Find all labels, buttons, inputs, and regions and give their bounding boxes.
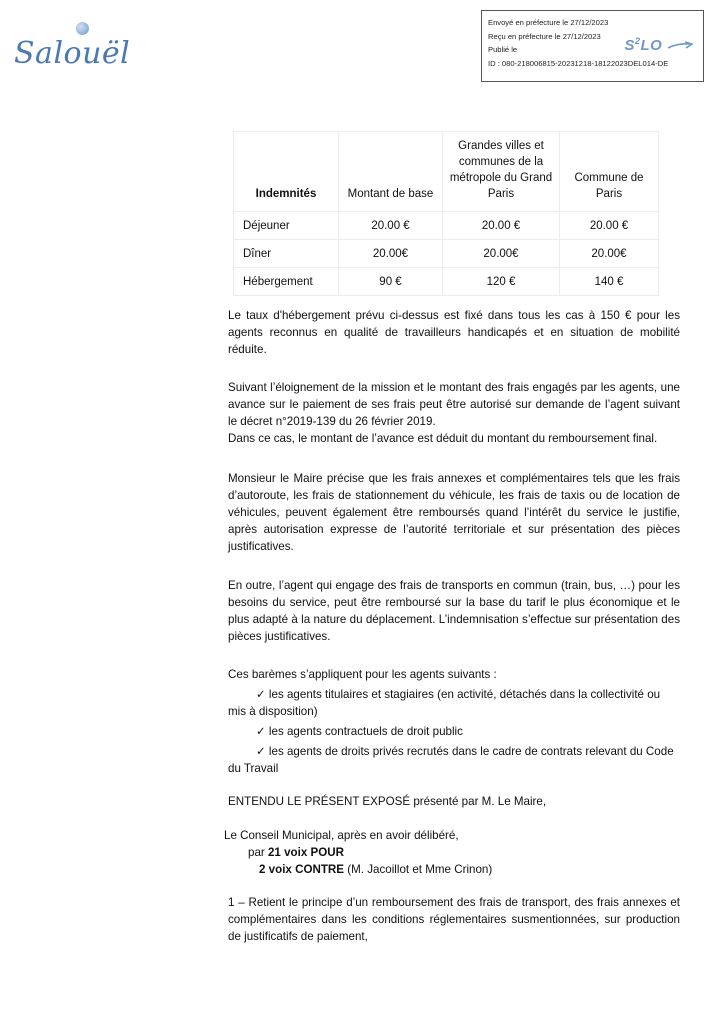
table-cell: 90 € (339, 268, 443, 296)
table-cell: 20.00 € (443, 212, 560, 240)
vote-against: 2 voix CONTRE (M. Jacoillot et Mme Crinon) (259, 863, 493, 876)
stamp-published: Publié le (488, 45, 518, 54)
paragraph-transport: En outre, l’agent qui engage des frais de transports en commun (train, bus, …) pour les besoins du service, peut être remboursé sur la base du tarif le plus économique et le plus adapté à la nature du déplacement. L’indemnisation s’effectue sur présentation des pièces justificatives. (228, 579, 680, 643)
agents-list (228, 666, 680, 777)
table-header: Montant de base (339, 132, 443, 212)
list-item: ✓ les agents contractuels de droit public (256, 725, 463, 738)
indemnities-table (233, 131, 659, 296)
stamp-received: Reçu en préfecture le 27/12/2023 (488, 31, 601, 41)
table-cell: Hébergement (234, 268, 339, 296)
stamp-id: ID : 080-218006815-20231218-18122023DEL014-DE (488, 58, 669, 68)
salouel-logo (14, 22, 144, 78)
paragraph-decision-1: 1 – Retient le principe d’un remboursement des frais de transport, des frais annexes et complémentaires dans les conditions réglementaires susmentionnées, sur production de justificatifs de paiement, (228, 896, 680, 943)
table-header: Indemnités (234, 132, 339, 212)
table-cell: Dîner (234, 240, 339, 268)
table-cell: 140 € (560, 268, 659, 296)
list-item-continued: du Travail (228, 762, 279, 775)
paragraph-accommodation-rate: Le taux d'hébergement prévu ci-dessus est fixé dans tous les cas à 150 € pour les agents reconnus en qualité de travailleurs handicapés et en situation de mobilité réduite. (228, 309, 680, 356)
table-row (234, 268, 659, 296)
table-cell: 20.00 € (560, 212, 659, 240)
agents-list-intro: Ces barèmes s’appliquent pour les agents suivants : (228, 668, 497, 681)
list-item: ✓ les agents de droits privés recrutés dans le cadre de contrats relevant du Code (256, 745, 674, 758)
table-cell: 20.00€ (443, 240, 560, 268)
table-row (234, 240, 659, 268)
table-header: Grandes villes et communes de la métropole du Grand Paris (443, 132, 560, 212)
table-cell: 20.00 € (339, 212, 443, 240)
list-item: ✓ les agents titulaires et stagiaires (en activité, détachés dans la collectivité ou (256, 688, 661, 701)
table-cell: 20.00€ (339, 240, 443, 268)
entendu-line: ENTENDU LE PRÉSENT EXPOSÉ présenté par M. Le Maire, (228, 795, 547, 808)
table-cell: 20.00€ (560, 240, 659, 268)
list-item-continued: mis à disposition) (228, 705, 318, 718)
arrow-swoosh-icon (667, 41, 693, 51)
table-header-row (234, 132, 659, 212)
paragraph-advance: Suivant l’éloignement de la mission et le montant des frais engagés par les agents, une avance sur le paiement de ses frais peut être autorisé sur demande de l’agent suivant le décret n°2019-139 du 26 février 2019. Dans ce cas, le montant de l’avance est déduit du montant du remboursement final. (228, 381, 680, 445)
vote-for: par 21 voix POUR (248, 846, 345, 859)
stamp-sent: Envoyé en préfecture le 27/12/2023 (488, 18, 609, 27)
prefecture-stamp (481, 10, 704, 82)
logo-text: Salouël (14, 36, 131, 71)
table-cell: Déjeuner (234, 212, 339, 240)
table-cell: 120 € (443, 268, 560, 296)
paragraph-annex-fees: Monsieur le Maire précise que les frais annexes et complémentaires tels que les frais d’autoroute, les frais de stationnement du véhicule, les frais de taxis ou de location de véhicules, peuvent également être remboursés quand l’intérêt du service le justifie, après autorisation expresse de l’autorité territoriale et sur présentation des pièces justificatives. (228, 472, 680, 553)
table-row (234, 212, 659, 240)
council-vote (224, 827, 676, 878)
s2lo-logo: $S^2LO$ (624, 35, 693, 53)
council-line: Le Conseil Municipal, après en avoir délibéré, (224, 829, 459, 842)
globe-icon (76, 22, 89, 35)
table-header: Commune de Paris (560, 132, 659, 212)
